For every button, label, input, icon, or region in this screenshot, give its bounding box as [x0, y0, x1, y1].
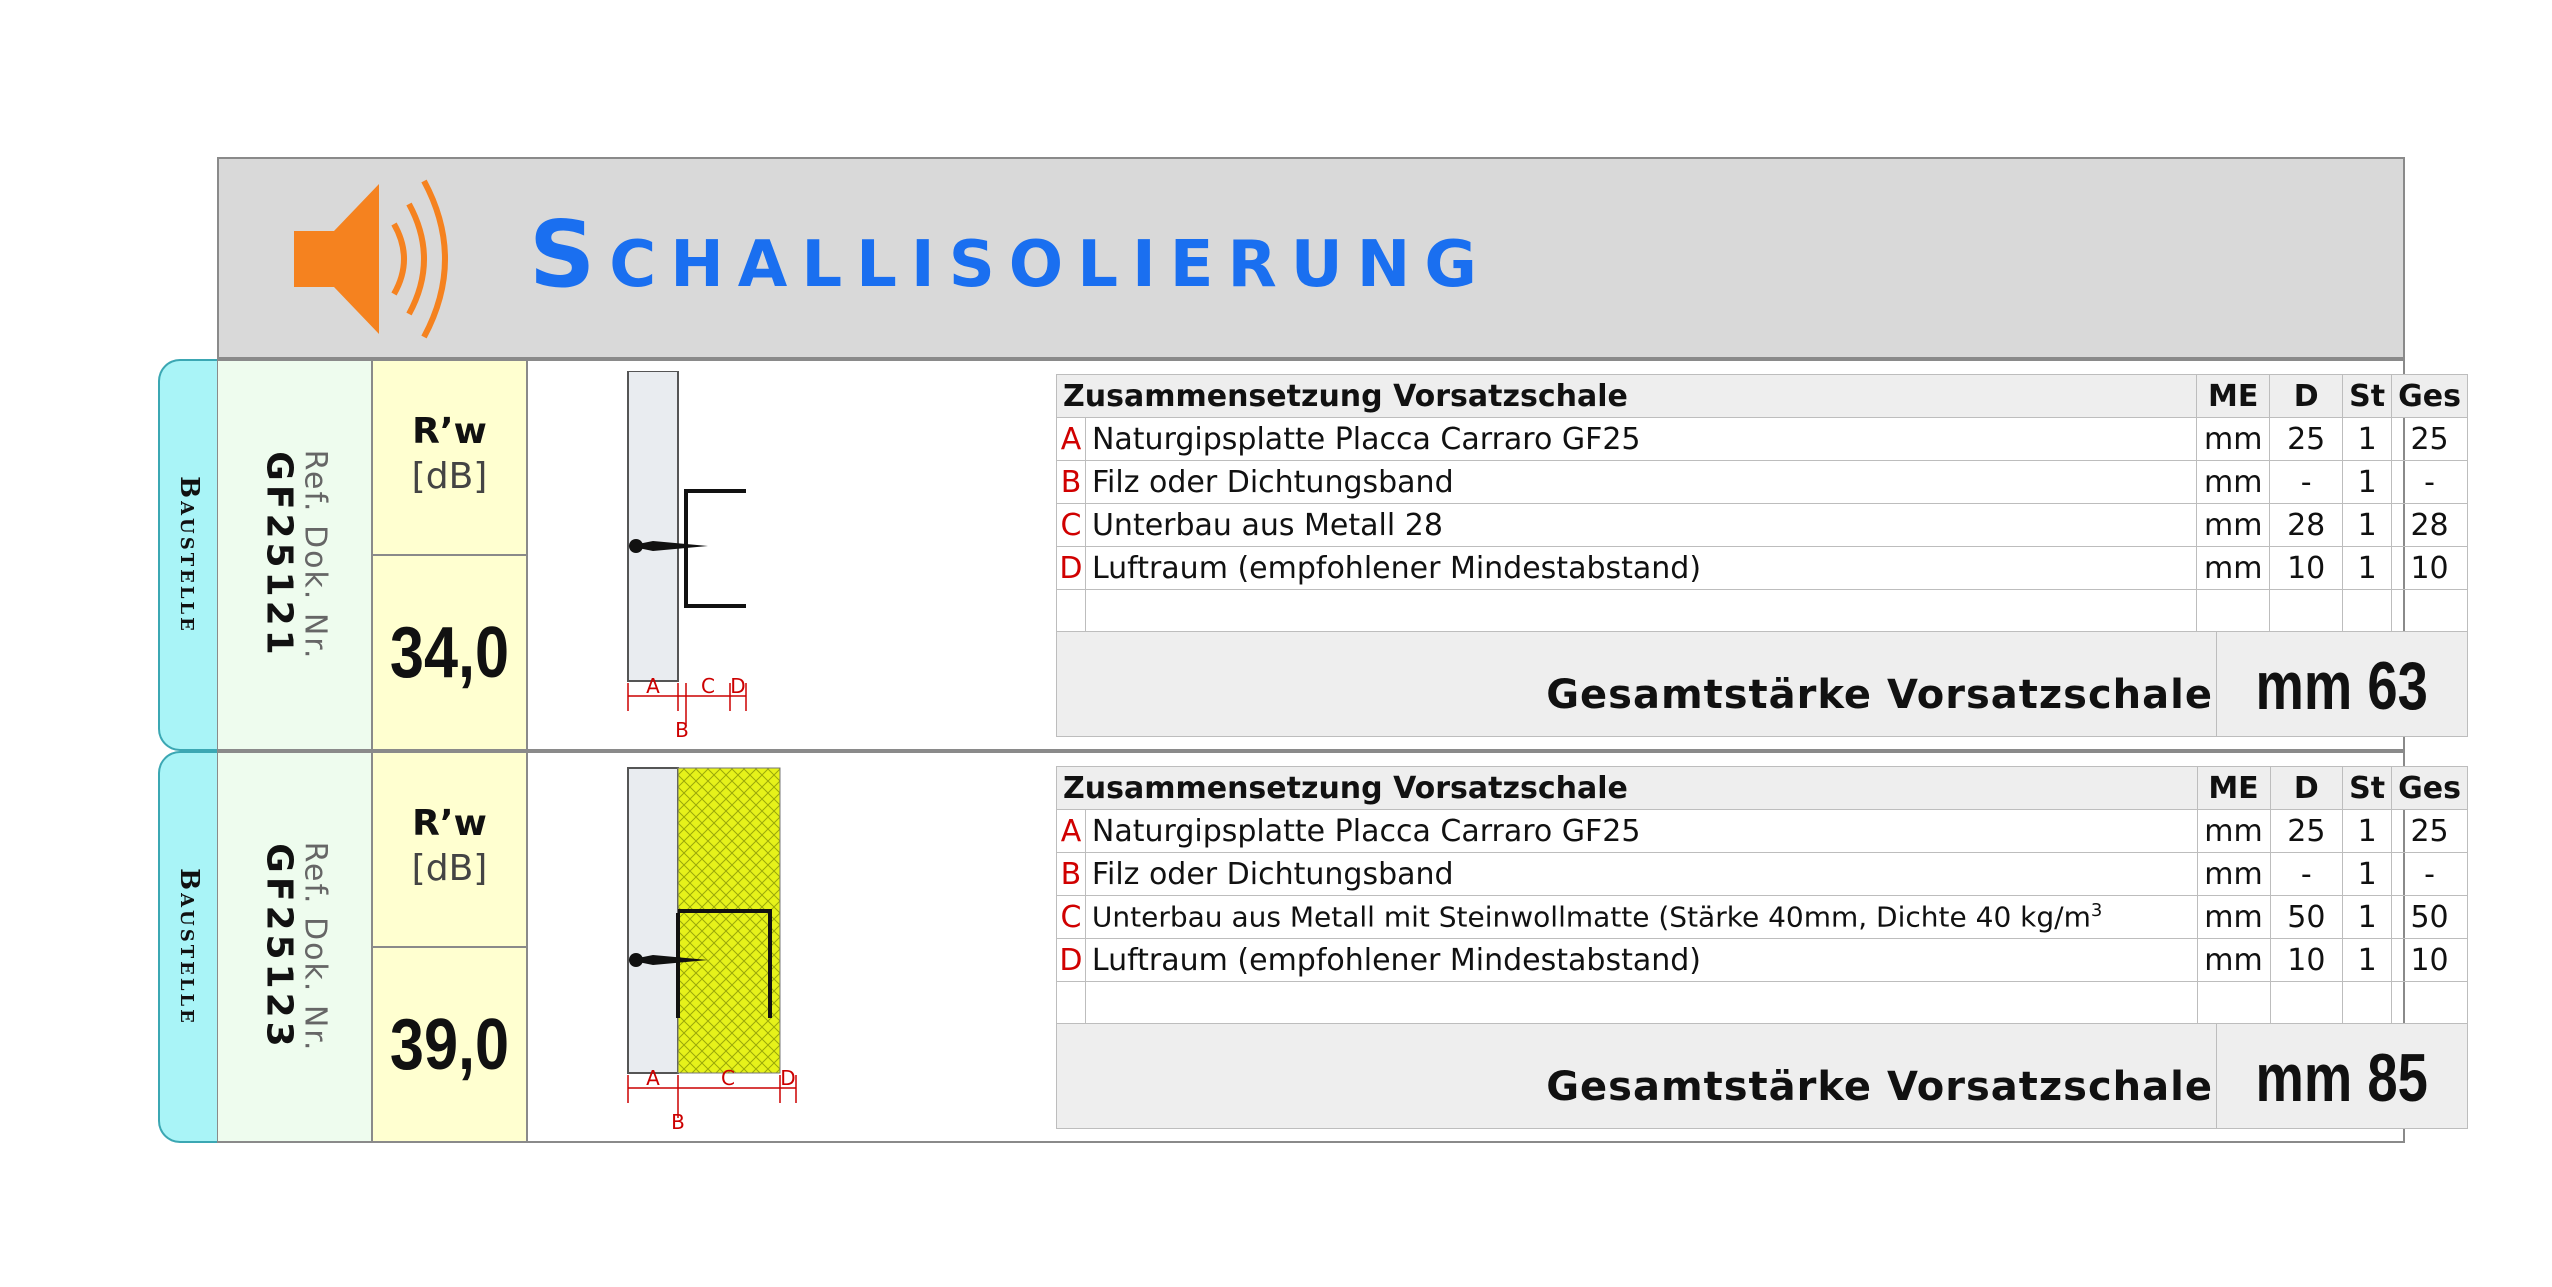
row-desc: Unterbau aus Metall 28: [1085, 504, 2196, 547]
col-ges: Ges: [2392, 767, 2468, 810]
rw-label: R’w: [412, 411, 487, 452]
section-body: [217, 751, 2461, 1143]
row-letter: A: [1057, 418, 1086, 461]
table-row: [1057, 418, 2468, 461]
col-d: D: [2270, 767, 2343, 810]
row-me: mm: [2197, 547, 2270, 590]
row-me: mm: [2197, 461, 2270, 504]
row-letter: C: [1057, 896, 1086, 939]
total-box: [1056, 1023, 2468, 1129]
section-body: [217, 359, 2461, 751]
row-st: 1: [2343, 461, 2392, 504]
speaker-icon: [294, 169, 464, 349]
row-st: 1: [2343, 810, 2392, 853]
row-d: 50: [2270, 896, 2343, 939]
col-me: ME: [2197, 375, 2270, 418]
diagram-label-b: B: [675, 718, 689, 742]
row-ges: 28: [2392, 504, 2468, 547]
row-letter: D: [1057, 939, 1086, 982]
composition-table: [1056, 374, 2468, 633]
row-letter: B: [1057, 461, 1086, 504]
row-me: mm: [2197, 504, 2270, 547]
diagram-label-d: D: [730, 674, 746, 698]
row-d: 28: [2270, 504, 2343, 547]
row-d: 25: [2270, 810, 2343, 853]
diagram-label-d: D: [780, 1066, 796, 1090]
page-title: Schallisolierung: [529, 201, 1491, 308]
total-label: Gesamtstärke Vorsatzschale: [1546, 672, 2213, 718]
row-ges: 10: [2392, 939, 2468, 982]
row-ges: -: [2392, 461, 2468, 504]
section-tab: [158, 359, 218, 751]
col-d: D: [2270, 375, 2343, 418]
row-st: 1: [2343, 504, 2392, 547]
table-row: [1057, 853, 2468, 896]
row-desc-sup: 3: [2090, 900, 2103, 922]
tab-label: Baustelle: [174, 868, 204, 1026]
row-me: mm: [2197, 418, 2270, 461]
row-me: mm: [2197, 939, 2270, 982]
row-st: 1: [2343, 896, 2392, 939]
row-d: -: [2270, 461, 2343, 504]
rw-column: [373, 361, 528, 749]
row-d: 25: [2270, 418, 2343, 461]
diagram-label-a: A: [646, 1066, 660, 1090]
rw-column: [373, 753, 528, 1141]
section-gf25121: [158, 359, 2461, 751]
ref-code: GF25121: [257, 451, 299, 659]
table-row: [1057, 461, 2468, 504]
wall-section-diagram: [618, 763, 838, 1138]
row-desc: Naturgipsplatte Placca Carraro GF25: [1085, 810, 2197, 853]
row-letter: A: [1057, 810, 1086, 853]
row-st: 1: [2343, 853, 2392, 896]
row-me: mm: [2197, 853, 2270, 896]
diagram-label-c: C: [721, 1066, 735, 1090]
rw-value: 39,0: [389, 1005, 510, 1085]
row-me: mm: [2197, 810, 2270, 853]
total-value: mm 85: [2255, 1040, 2429, 1116]
row-desc: Luftraum (empfohlener Mindestabstand): [1085, 547, 2196, 590]
diagram-label-a: A: [646, 674, 660, 698]
ref-code: GF25123: [257, 843, 299, 1051]
table-row-empty: [1057, 590, 2468, 633]
table-title: Zusammensetzung Vorsatzschale: [1057, 375, 2197, 418]
total-value: mm 63: [2255, 648, 2429, 724]
table-row: [1057, 547, 2468, 590]
rw-unit: [dB]: [411, 848, 488, 889]
row-desc: Luftraum (empfohlener Mindestabstand): [1085, 939, 2197, 982]
table-header-row: [1057, 767, 2468, 810]
row-d: 10: [2270, 939, 2343, 982]
rw-label: R’w: [412, 803, 487, 844]
row-letter: C: [1057, 504, 1086, 547]
row-ges: 25: [2392, 418, 2468, 461]
composition-table: [1056, 766, 2468, 1025]
rw-unit: [dB]: [411, 456, 488, 497]
table-row: [1057, 810, 2468, 853]
col-st: St: [2343, 767, 2392, 810]
wall-section-diagram: [618, 371, 838, 746]
row-desc: Filz oder Dichtungsband: [1085, 461, 2196, 504]
row-ges: 25: [2392, 810, 2468, 853]
col-ges: Ges: [2392, 375, 2468, 418]
total-box: [1056, 631, 2468, 737]
tab-label: Baustelle: [174, 476, 204, 634]
row-letter: D: [1057, 547, 1086, 590]
col-st: St: [2343, 375, 2392, 418]
ref-label: Ref. Dok. Nr.: [296, 841, 332, 1053]
row-st: 1: [2343, 939, 2392, 982]
rw-value: 34,0: [389, 613, 510, 693]
row-ges: 50: [2392, 896, 2468, 939]
row-ges: 10: [2392, 547, 2468, 590]
row-d: -: [2270, 853, 2343, 896]
header-banner: [217, 157, 2405, 359]
row-letter: B: [1057, 853, 1086, 896]
table-header-row: [1057, 375, 2468, 418]
section-tab: [158, 751, 218, 1143]
row-d: 10: [2270, 547, 2343, 590]
table-row: [1057, 896, 2468, 939]
row-desc: [1085, 896, 2197, 939]
total-label: Gesamtstärke Vorsatzschale: [1546, 1064, 2213, 1110]
ref-column: [218, 753, 373, 1141]
row-desc: Filz oder Dichtungsband: [1085, 853, 2197, 896]
section-gf25123: [158, 751, 2461, 1143]
row-ges: -: [2392, 853, 2468, 896]
diagram-label-c: C: [701, 674, 715, 698]
row-st: 1: [2343, 418, 2392, 461]
col-me: ME: [2197, 767, 2270, 810]
ref-label: Ref. Dok. Nr.: [296, 449, 332, 661]
ref-column: [218, 361, 373, 749]
row-desc-text: Unterbau aus Metall mit Steinwollmatte (Stärke 40mm, Dichte 40 kg/m: [1091, 900, 2091, 934]
row-st: 1: [2343, 547, 2392, 590]
diagram-label-b: B: [671, 1110, 685, 1134]
row-me: mm: [2197, 896, 2270, 939]
table-row: [1057, 939, 2468, 982]
table-row: [1057, 504, 2468, 547]
table-title: Zusammensetzung Vorsatzschale: [1057, 767, 2198, 810]
table-row-empty: [1057, 982, 2468, 1025]
row-desc: Naturgipsplatte Placca Carraro GF25: [1085, 418, 2196, 461]
